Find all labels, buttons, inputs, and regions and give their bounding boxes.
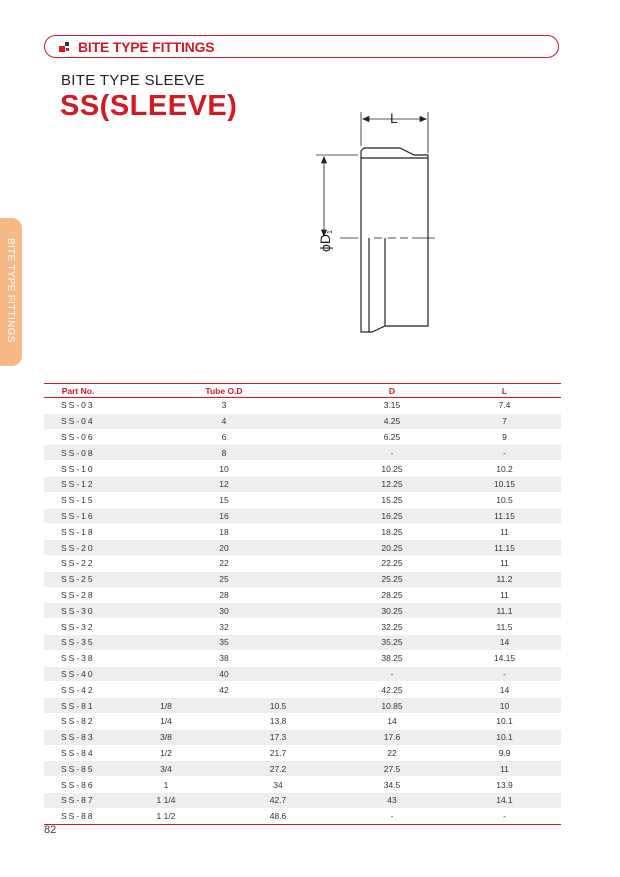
tube-od-cell: 15 [112,492,336,508]
part-no-cell: SS-08 [44,445,112,461]
tube-od-cell: 42 [112,682,336,698]
tube-od-cell: 35 [112,634,336,650]
part-no-cell: SS-32 [44,619,112,635]
d-cell: 12.25 [336,476,448,492]
tube-od-cell: 10 [112,461,336,477]
d-cell: 27.5 [336,761,448,777]
diameter-label: ϕD [317,234,333,252]
l-cell: 10.1 [448,713,561,729]
tube-od-cell: 38 [112,650,336,666]
tube-od-mm-cell: 42.7 [220,792,336,808]
table-row [44,792,561,808]
table-row [44,492,561,508]
d-cell: - [336,666,448,682]
l-cell: 9 [448,429,561,445]
l-cell: 11.15 [448,508,561,524]
length-label: L [390,110,398,126]
header-tube-od: Tube O.D [112,384,336,398]
l-cell: 11 [448,587,561,603]
part-no-cell: SS-84 [44,745,112,761]
d-cell: 22.25 [336,555,448,571]
l-cell: - [448,445,561,461]
l-cell: 11 [448,524,561,540]
table-row [44,619,561,635]
tube-od-cell: 25 [112,571,336,587]
d-cell: 42.25 [336,682,448,698]
tube-od-cell: 22 [112,555,336,571]
tube-od-inch-cell: 1 [112,777,220,793]
page-number: 82 [44,824,57,836]
part-no-cell: SS-15 [44,492,112,508]
table-row [44,698,561,714]
part-no-cell: SS-86 [44,777,112,793]
header-part-no: Part No. [44,384,112,398]
d-cell: 38.25 [336,650,448,666]
part-no-cell: SS-25 [44,571,112,587]
tube-od-inch-cell: 1/8 [112,698,220,714]
tube-od-mm-cell: 13.8 [220,713,336,729]
tube-od-cell: 40 [112,666,336,682]
tube-od-cell: 28 [112,587,336,603]
spec-table [44,383,561,825]
tube-od-cell: 20 [112,540,336,556]
l-cell: - [448,808,561,824]
tube-od-mm-cell: 10.5 [220,698,336,714]
tube-od-cell: 30 [112,603,336,619]
d-cell: 30.25 [336,603,448,619]
d-cell: 6.25 [336,429,448,445]
tube-od-inch-cell: 1/2 [112,745,220,761]
table-row [44,666,561,682]
tube-od-cell: 4 [112,413,336,429]
d-cell: 3.15 [336,398,448,414]
l-cell: 7 [448,413,561,429]
d-cell: 15.25 [336,492,448,508]
table-row [44,761,561,777]
d-cell: 43 [336,792,448,808]
part-no-cell: SS-35 [44,634,112,650]
part-no-cell: SS-85 [44,761,112,777]
squares-icon [59,42,71,52]
part-no-cell: SS-03 [44,398,112,414]
tube-od-cell: 18 [112,524,336,540]
product-subtitle: BITE TYPE SLEEVE [61,72,205,89]
table-row [44,650,561,666]
table-row [44,540,561,556]
l-cell: 10.1 [448,729,561,745]
l-cell: 13.9 [448,777,561,793]
part-no-cell: SS-04 [44,413,112,429]
table-row [44,587,561,603]
l-cell: 10.2 [448,461,561,477]
l-cell: 10.15 [448,476,561,492]
table-row [44,634,561,650]
d-cell: 14 [336,713,448,729]
part-no-cell: SS-42 [44,682,112,698]
part-no-cell: SS-20 [44,540,112,556]
d-cell: - [336,445,448,461]
part-no-cell: SS-30 [44,603,112,619]
part-no-cell: SS-82 [44,713,112,729]
tube-od-mm-cell: 17.3 [220,729,336,745]
table-row [44,729,561,745]
l-cell: 11 [448,761,561,777]
table-row [44,682,561,698]
l-cell: 10.5 [448,492,561,508]
sleeve-drawing [300,100,460,340]
table-row [44,508,561,524]
tube-od-cell: 16 [112,508,336,524]
d-cell: 32.25 [336,619,448,635]
l-cell: 11.1 [448,603,561,619]
l-cell: 11.5 [448,619,561,635]
table-row [44,808,561,824]
l-cell: 14.1 [448,792,561,808]
tube-od-mm-cell: 34 [220,777,336,793]
d-cell: 34.5 [336,777,448,793]
table-header-row [44,384,561,398]
table-row [44,445,561,461]
d-cell: 4.25 [336,413,448,429]
table-row [44,461,561,477]
header-l: L [448,384,561,398]
d-cell: 25.25 [336,571,448,587]
l-cell: 14 [448,634,561,650]
part-no-cell: SS-38 [44,650,112,666]
tube-od-inch-cell: 1 1/2 [112,808,220,824]
l-cell: 14 [448,682,561,698]
d-cell: 10.25 [336,461,448,477]
tube-od-inch-cell: 1/4 [112,713,220,729]
table-row [44,603,561,619]
tube-od-cell: 32 [112,619,336,635]
d-cell: 20.25 [336,540,448,556]
l-cell: 7.4 [448,398,561,414]
part-no-cell: SS-28 [44,587,112,603]
table-row [44,429,561,445]
l-cell: 14.15 [448,650,561,666]
part-no-cell: SS-40 [44,666,112,682]
diameter-label-subscript: 1 [327,230,334,234]
product-title: SS(SLEEVE) [60,90,238,122]
d-cell: 17.6 [336,729,448,745]
d-cell: 22 [336,745,448,761]
tube-od-mm-cell: 21.7 [220,745,336,761]
l-cell: 11.15 [448,540,561,556]
d-cell: 35.25 [336,634,448,650]
table-row [44,398,561,414]
section-header-title: BITE TYPE FITTINGS [78,39,215,55]
d-cell: 18.25 [336,524,448,540]
table-row [44,777,561,793]
tube-od-inch-cell: 3/8 [112,729,220,745]
table-row [44,555,561,571]
table-row [44,713,561,729]
tube-od-cell: 3 [112,398,336,414]
table-row [44,571,561,587]
part-no-cell: SS-10 [44,461,112,477]
tube-od-inch-cell: 1 1/4 [112,792,220,808]
table-row [44,476,561,492]
d-cell: 16.25 [336,508,448,524]
side-tab-label: BITE TYPE FITTINGS [5,238,16,343]
header-d: D [336,384,448,398]
l-cell: 10 [448,698,561,714]
d-cell: 28.25 [336,587,448,603]
part-no-cell: SS-16 [44,508,112,524]
l-cell: 9.9 [448,745,561,761]
part-no-cell: SS-83 [44,729,112,745]
part-no-cell: SS-87 [44,792,112,808]
l-cell: 11 [448,555,561,571]
part-no-cell: SS-12 [44,476,112,492]
tube-od-inch-cell: 3/4 [112,761,220,777]
table-row [44,524,561,540]
part-no-cell: SS-18 [44,524,112,540]
part-no-cell: SS-06 [44,429,112,445]
d-cell: 10.85 [336,698,448,714]
tube-od-cell: 6 [112,429,336,445]
table-row [44,745,561,761]
tube-od-mm-cell: 48.6 [220,808,336,824]
tube-od-cell: 12 [112,476,336,492]
d-cell: - [336,808,448,824]
part-no-cell: SS-22 [44,555,112,571]
l-cell: 11.2 [448,571,561,587]
section-header [44,35,559,58]
tube-od-mm-cell: 27.2 [220,761,336,777]
part-no-cell: SS-88 [44,808,112,824]
part-no-cell: SS-81 [44,698,112,714]
tube-od-cell: 8 [112,445,336,461]
l-cell: - [448,666,561,682]
table-row [44,413,561,429]
